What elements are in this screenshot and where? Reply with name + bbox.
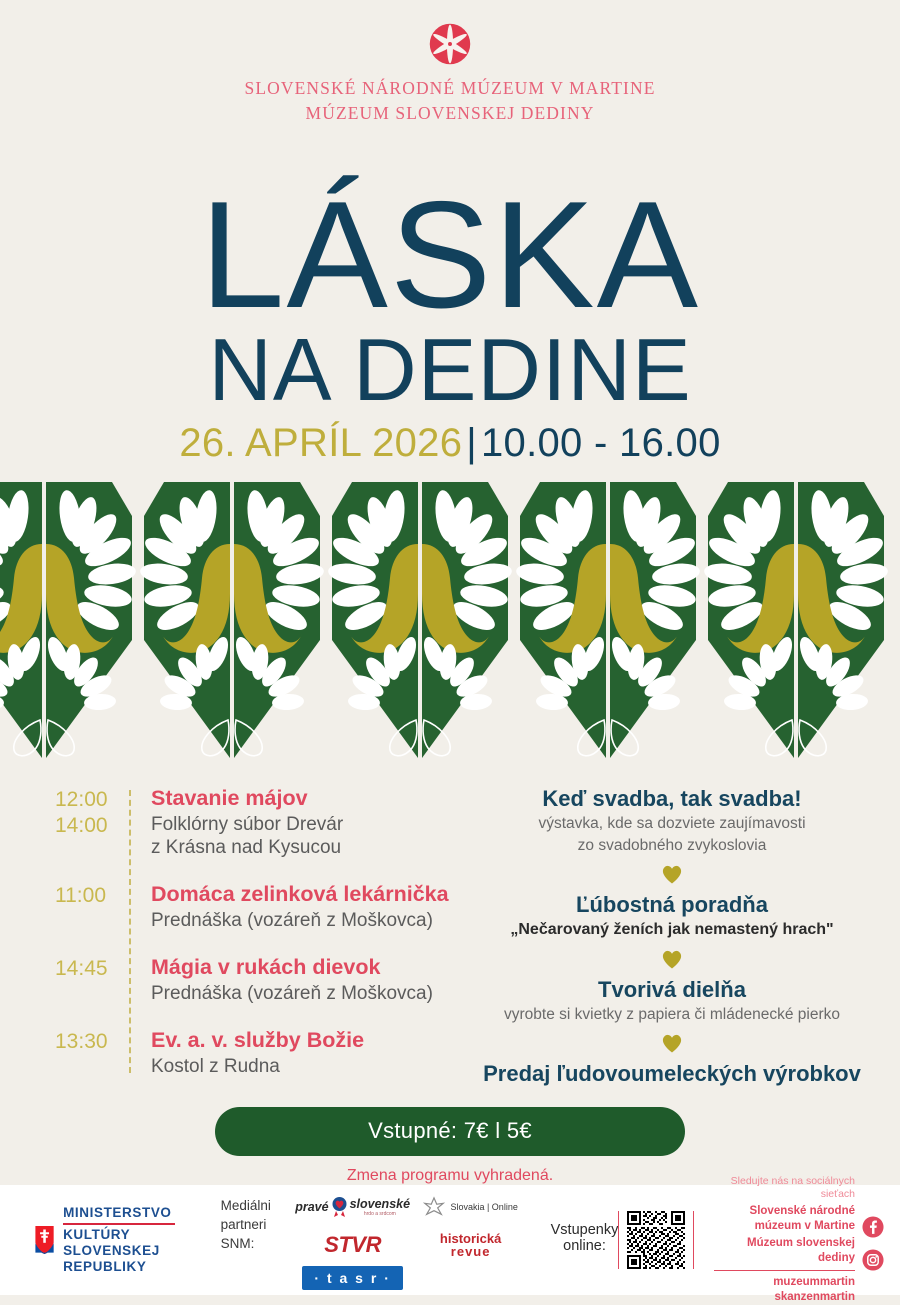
museum-name-line1: SLOVENSKÉ NÁRODNÉ MÚZEUM V MARTINE: [244, 78, 656, 98]
schedule-desc: z Krásna nad Kysucou: [151, 837, 342, 859]
highlight-desc: „Nečarovaný ženích jak nemastený hrach": [510, 920, 834, 938]
schedule-time-value: 11:00: [55, 884, 106, 908]
media-label-line1: Mediálni: [220, 1197, 271, 1213]
event-date: 26. APRÍL 2026: [179, 420, 463, 465]
program-section: [0, 760, 900, 1101]
date-time-separator: |: [466, 420, 477, 465]
qr-wrapper: [618, 1211, 694, 1269]
ministry-line2: KULTÚRY: [63, 1226, 131, 1242]
slovakia-online-text: Slovakia | Online: [450, 1201, 518, 1212]
highlights-column: [470, 786, 900, 1101]
highlight-desc: zo svadobného zvykoslovia: [577, 836, 767, 854]
highlight-item: [470, 1061, 874, 1087]
social-handle-line2: skanzenmartin: [774, 1290, 855, 1303]
logo-prave-slovenske: [295, 1196, 410, 1218]
schedule-desc: Prednáška (vozáreň z Moškovca): [151, 982, 433, 1004]
social-icons: [862, 1208, 884, 1271]
historicka-line2: revue: [450, 1243, 491, 1259]
program-change-note: Zmena programu vyhradená.: [346, 1166, 554, 1184]
poster-header: [0, 0, 900, 127]
social-name-line1: Slovenské národné múzeum v Martine: [749, 1204, 855, 1232]
social-rule: [714, 1270, 855, 1271]
logo-stvr: STVR: [324, 1231, 381, 1257]
ticket-section: [0, 1107, 900, 1185]
ministry-line1: MINISTERSTVO: [63, 1204, 172, 1220]
highlight-item: [470, 892, 874, 941]
star-burst-icon: [423, 1196, 445, 1218]
highlight-title: Tvorivá dielňa: [598, 976, 746, 1002]
schedule-time-value: 14:45: [55, 957, 108, 981]
slovak-coat-of-arms-icon: [34, 1218, 55, 1262]
historicka-line1: historická: [439, 1230, 502, 1246]
schedule-row: [55, 786, 470, 861]
page-title: LÁSKA: [199, 169, 701, 340]
folk-heart-bird-pattern: [0, 480, 900, 760]
schedule-row: [55, 1028, 470, 1079]
media-label-line2: partneri: [220, 1216, 267, 1232]
highlight-title: Ľúbostná poradňa: [576, 891, 768, 917]
ministry-text: [63, 1205, 193, 1275]
tickets-online-label: Vstupenky online:: [550, 1221, 619, 1254]
snm-flower-rosette-icon: [428, 22, 472, 66]
prave-word: pravé: [295, 1199, 329, 1214]
highlight-title: Predaj ľudovoumeleckých výrobkov: [483, 1060, 861, 1086]
ministry-line3: SLOVENSKEJ REPUBLIKY: [63, 1242, 160, 1274]
heart-divider-icon: [661, 865, 683, 884]
slovenske-word: slovenské: [349, 1196, 411, 1211]
ticket-price-badge: Vstupné: 7€ l 5€: [215, 1107, 685, 1156]
highlight-item: [470, 977, 874, 1025]
schedule-time: [55, 786, 129, 861]
prave-tagline: hrdo a srdcom: [363, 1210, 396, 1217]
highlight-title: Keď svadba, tak svadba!: [542, 785, 802, 811]
schedule-time: [55, 882, 129, 933]
schedule-time-value: 14:00: [55, 813, 108, 837]
heart-rosette-icon: [331, 1196, 348, 1218]
schedule-time: [55, 1028, 129, 1079]
facebook-icon[interactable]: [862, 1216, 884, 1238]
highlight-desc: výstavka, kde sa dozviete zaujímavosti: [538, 814, 806, 832]
schedule-body: [129, 955, 433, 1006]
logo-slovakia-online: [423, 1196, 517, 1218]
event-time: 10.00 - 16.00: [480, 420, 721, 465]
tickets-online: [551, 1211, 695, 1269]
schedule-desc: Prednáška (vozáreň z Moškovca): [151, 910, 433, 932]
schedule-row: [55, 882, 470, 933]
social-name-line2: Múzeum slovenskej dediny: [746, 1236, 855, 1264]
schedule-list: [55, 786, 470, 1079]
media-label-line3: SNM:: [220, 1235, 255, 1251]
heart-divider-icon: [661, 950, 683, 969]
page-subtitle: NA DEDINE: [208, 319, 692, 419]
social-text: [714, 1175, 855, 1305]
media-partners: [221, 1190, 525, 1290]
schedule-title: Stavanie májov: [151, 785, 308, 810]
schedule-row: [55, 955, 470, 1006]
highlight-desc: vyrobte si kvietky z papiera či mládenecké pierko: [504, 1005, 840, 1023]
schedule-title: Ev. a. v. služby Božie: [151, 1027, 365, 1052]
schedule-title: Domáca zelinková lekárnička: [151, 882, 449, 907]
heart-divider-icon: [661, 1034, 683, 1053]
media-partner-logos: [295, 1190, 525, 1290]
qr-left-rule: [618, 1211, 619, 1269]
qr-code-icon[interactable]: [627, 1211, 685, 1269]
ministry-rule: [63, 1223, 175, 1225]
schedule-column: [0, 786, 470, 1101]
schedule-time: [55, 955, 129, 1006]
schedule-desc: Folklórny súbor Drevár: [151, 813, 344, 835]
schedule-divider: [129, 790, 131, 1073]
schedule-desc: Kostol z Rudna: [151, 1055, 280, 1077]
title-block: [0, 169, 900, 466]
ministry-of-culture-logo: [16, 1205, 193, 1275]
museum-name-line2: MÚZEUM SLOVENSKEJ DEDINY: [305, 103, 595, 124]
schedule-body: [129, 1028, 364, 1079]
media-partners-label: [221, 1190, 293, 1253]
schedule-title: Mágia v rukách dievok: [151, 955, 381, 980]
schedule-time-value: 13:30: [55, 1029, 108, 1053]
schedule-body: [129, 786, 343, 861]
social-section: [714, 1175, 884, 1305]
event-datetime: [0, 421, 900, 466]
social-handle-line1: muzeummartin: [773, 1275, 855, 1288]
instagram-icon[interactable]: [862, 1249, 884, 1271]
social-follow-label: Sledujte nás na sociálnych sieťach: [730, 1174, 855, 1201]
schedule-time-value: 12:00: [55, 787, 108, 811]
qr-right-rule: [693, 1211, 694, 1269]
logo-historicka-revue: [440, 1232, 501, 1258]
schedule-body: [129, 882, 449, 933]
logo-tasr: · t a s r ·: [302, 1266, 402, 1290]
highlight-item: [470, 786, 874, 856]
